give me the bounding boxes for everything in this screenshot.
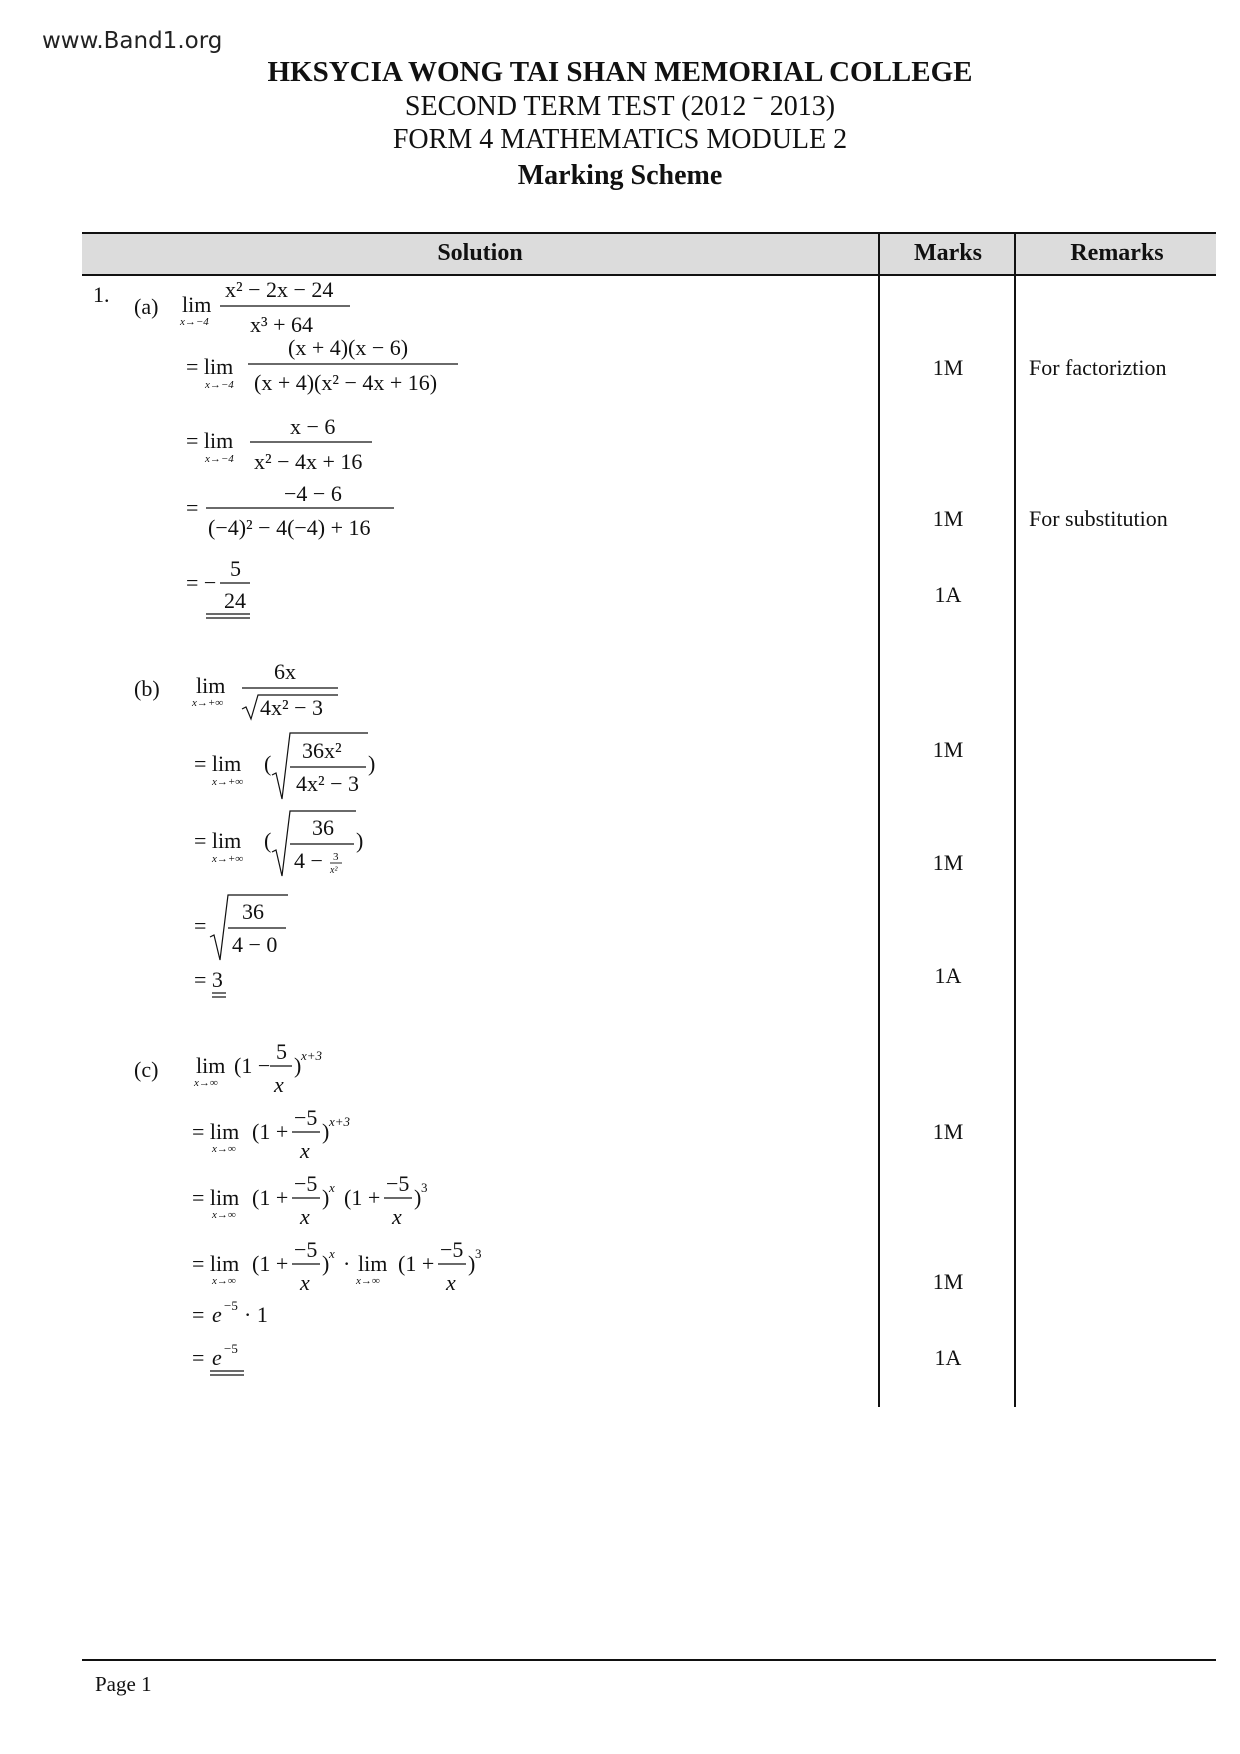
school-name: HKSYCIA WONG TAI SHAN MEMORIAL COLLEGE bbox=[267, 56, 973, 88]
remarks-header: Remarks bbox=[1070, 240, 1164, 266]
svg-text:x+3: x+3 bbox=[329, 1114, 351, 1129]
svg-text:x→∞: x→∞ bbox=[212, 1143, 236, 1155]
test-title: SECOND TERM TEST (2012 ˉ 2013) bbox=[404, 91, 836, 122]
document-title: Marking Scheme bbox=[517, 160, 723, 191]
svg-text:): ) bbox=[368, 751, 376, 776]
part-a-remark-2: For substitution bbox=[1029, 506, 1168, 531]
svg-text:): ) bbox=[322, 1251, 330, 1276]
svg-text:): ) bbox=[322, 1185, 330, 1210]
svg-text:=: = bbox=[186, 495, 199, 520]
svg-text:x→∞: x→∞ bbox=[212, 1209, 236, 1221]
svg-text:= lim: = lim bbox=[194, 828, 242, 853]
svg-text:−5: −5 bbox=[386, 1171, 410, 1196]
svg-text:x→−4: x→−4 bbox=[205, 379, 234, 391]
svg-text:= lim: = lim bbox=[192, 1251, 240, 1276]
page-number: Page 1 bbox=[95, 1672, 152, 1696]
part-c-mark-2: 1M bbox=[932, 1269, 964, 1294]
svg-text:x²: x² bbox=[330, 865, 338, 876]
svg-text:x→∞: x→∞ bbox=[212, 1275, 236, 1287]
svg-text:5: 5 bbox=[230, 556, 241, 581]
svg-text:−5: −5 bbox=[294, 1237, 318, 1262]
svg-text:lim: lim bbox=[196, 673, 226, 698]
svg-text:x: x bbox=[300, 1204, 310, 1229]
svg-text:e: e bbox=[212, 1345, 222, 1370]
part-a-mark-1: 1M bbox=[932, 355, 964, 380]
svg-text:lim: lim bbox=[358, 1251, 388, 1276]
part-b-label: (b) bbox=[134, 676, 160, 701]
svg-text:−5: −5 bbox=[224, 1341, 238, 1356]
part-a-mark-3: 1A bbox=[934, 582, 962, 607]
svg-text:−5: −5 bbox=[294, 1105, 318, 1130]
svg-text:4x² − 3: 4x² − 3 bbox=[260, 695, 324, 720]
svg-text:5: 5 bbox=[276, 1039, 287, 1064]
svg-text:−5: −5 bbox=[224, 1298, 238, 1313]
svg-text:x: x bbox=[329, 1180, 335, 1195]
part-a-label: (a) bbox=[134, 294, 159, 319]
svg-text:4x² − 3: 4x² − 3 bbox=[296, 771, 360, 796]
svg-text:(1 −: (1 − bbox=[234, 1053, 271, 1078]
svg-text:(1 +: (1 + bbox=[252, 1185, 289, 1210]
svg-text:x − 6: x − 6 bbox=[290, 414, 336, 439]
part-a-remark-1: For factoriztion bbox=[1029, 355, 1167, 380]
svg-text:(1 +: (1 + bbox=[344, 1185, 381, 1210]
part-b-solution bbox=[150, 655, 410, 1005]
marks-header: Marks bbox=[914, 240, 982, 266]
svg-text:x: x bbox=[392, 1204, 402, 1229]
svg-text:): ) bbox=[414, 1185, 422, 1210]
part-c-mark-1: 1M bbox=[932, 1119, 964, 1144]
watermark: www.Band1.org bbox=[42, 28, 223, 54]
part-b-mark-1: 1M bbox=[932, 737, 964, 762]
svg-text:3: 3 bbox=[421, 1180, 428, 1195]
svg-text:x+3: x+3 bbox=[301, 1048, 323, 1063]
svg-text:=: = bbox=[192, 1345, 205, 1370]
svg-text:(x + 4)(x − 6): (x + 4)(x − 6) bbox=[288, 335, 409, 360]
svg-text:−5: −5 bbox=[294, 1171, 318, 1196]
svg-text:e: e bbox=[212, 1302, 222, 1327]
svg-text:x: x bbox=[300, 1270, 310, 1295]
part-a-solution bbox=[150, 270, 480, 630]
part-c-mark-3: 1A bbox=[934, 1345, 962, 1370]
svg-text:· 1: · 1 bbox=[244, 1302, 268, 1327]
svg-text:(: ( bbox=[264, 828, 272, 853]
svg-text:x→∞: x→∞ bbox=[194, 1077, 218, 1089]
svg-text:= 3: = 3 bbox=[194, 967, 223, 992]
svg-text:): ) bbox=[356, 828, 364, 853]
question-number: 1. bbox=[93, 282, 110, 307]
svg-text:3: 3 bbox=[475, 1246, 482, 1261]
svg-text:=: = bbox=[192, 1302, 205, 1327]
svg-text:= lim: = lim bbox=[192, 1185, 240, 1210]
svg-text:(1 +: (1 + bbox=[252, 1251, 289, 1276]
svg-text:6x: 6x bbox=[274, 659, 296, 684]
svg-text:= −: = − bbox=[186, 570, 217, 595]
subject-title: FORM 4 MATHEMATICS MODULE 2 bbox=[392, 124, 848, 155]
svg-text:x→−4: x→−4 bbox=[205, 453, 234, 465]
svg-text:(x + 4)(x² − 4x + 16): (x + 4)(x² − 4x + 16) bbox=[254, 370, 438, 395]
svg-text:36x²: 36x² bbox=[302, 738, 342, 763]
part-c-solution bbox=[150, 1030, 510, 1390]
svg-text:(−4)² − 4(−4) + 16: (−4)² − 4(−4) + 16 bbox=[208, 515, 371, 540]
solution-header: Solution bbox=[437, 240, 523, 266]
part-b-mark-3: 1A bbox=[934, 963, 962, 988]
column-divider-marks bbox=[878, 232, 880, 1407]
svg-text:4 − 0: 4 − 0 bbox=[232, 932, 278, 957]
svg-text:x: x bbox=[446, 1270, 456, 1295]
svg-text:=: = bbox=[194, 913, 207, 938]
svg-text:= lim: = lim bbox=[186, 428, 234, 453]
svg-text:lim: lim bbox=[196, 1053, 226, 1078]
svg-text:x→+∞: x→+∞ bbox=[212, 853, 244, 865]
svg-text:36: 36 bbox=[242, 899, 264, 924]
svg-text:−5: −5 bbox=[440, 1237, 464, 1262]
svg-text:(1 +: (1 + bbox=[398, 1251, 435, 1276]
svg-text:x: x bbox=[274, 1072, 284, 1097]
svg-text:): ) bbox=[468, 1251, 476, 1276]
svg-text:x→−4: x→−4 bbox=[180, 316, 209, 328]
svg-text:(: ( bbox=[264, 751, 272, 776]
part-a-mark-2: 1M bbox=[932, 506, 964, 531]
svg-text:): ) bbox=[322, 1119, 330, 1144]
svg-text:·: · bbox=[343, 1251, 351, 1276]
svg-text:x² − 4x + 16: x² − 4x + 16 bbox=[254, 449, 363, 474]
svg-text:): ) bbox=[294, 1053, 302, 1078]
svg-text:x→+∞: x→+∞ bbox=[192, 697, 224, 709]
part-b-mark-2: 1M bbox=[932, 850, 964, 875]
part-c-label: (c) bbox=[134, 1057, 159, 1082]
svg-text:(1 +: (1 + bbox=[252, 1119, 289, 1144]
svg-text:3: 3 bbox=[333, 851, 339, 863]
svg-text:x→+∞: x→+∞ bbox=[212, 776, 244, 788]
svg-text:x→∞: x→∞ bbox=[356, 1275, 380, 1287]
column-divider-remarks bbox=[1014, 232, 1016, 1407]
svg-text:36: 36 bbox=[312, 815, 334, 840]
svg-text:= lim: = lim bbox=[192, 1119, 240, 1144]
svg-text:x: x bbox=[329, 1246, 335, 1261]
svg-text:24: 24 bbox=[224, 588, 246, 613]
svg-text:= lim: = lim bbox=[194, 751, 242, 776]
svg-text:x: x bbox=[300, 1138, 310, 1163]
svg-text:= lim: = lim bbox=[186, 354, 234, 379]
svg-text:4 −: 4 − bbox=[294, 848, 323, 873]
svg-text:x³ + 64: x³ + 64 bbox=[250, 312, 314, 337]
footer-rule bbox=[82, 1659, 1216, 1661]
svg-text:−4 − 6: −4 − 6 bbox=[284, 481, 342, 506]
svg-text:x² − 2x − 24: x² − 2x − 24 bbox=[225, 277, 334, 302]
lim-operator: lim bbox=[182, 292, 212, 317]
